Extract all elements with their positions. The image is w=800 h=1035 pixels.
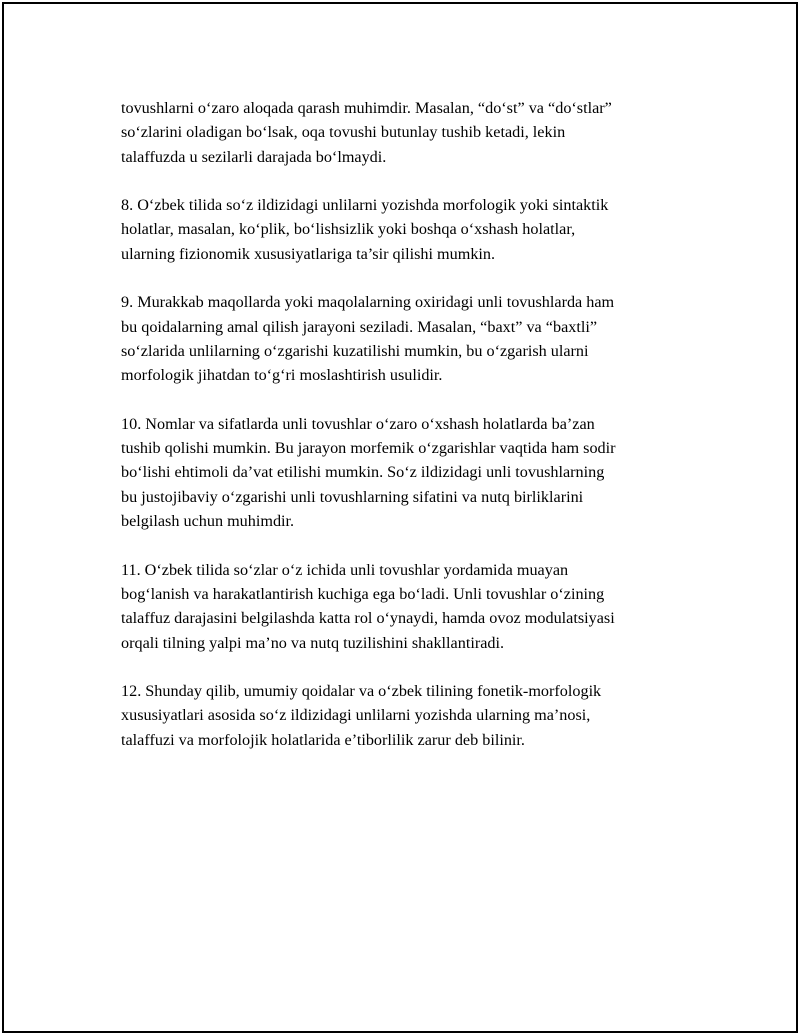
text-line: 11. O‘zbek tilida so‘zlar o‘z ichida unli tovushlar yordamida muayan [121, 560, 569, 579]
text-line: 12. Shunday qilib, umumiy qoidalar va o‘zbek tilining fonetik-morfologik [121, 682, 602, 701]
text-line: ularning fizionomik xususiyatlariga ta’sir qilishi mumkin. [121, 244, 496, 263]
text-line: talaffuzi va morfolojik holatlarida e’tiborlilik zarur deb bilinir. [121, 730, 525, 749]
text-line: holatlar, masalan, ko‘plik, bo‘lishsizlik yoki boshqa o‘xshash holatlar, [121, 220, 576, 239]
text-line: so‘zlarini oladigan bo‘lsak, oqa tovushi butunlay tushib ketadi, lekin [121, 123, 566, 142]
text-line: 9. Murakkab maqollarda yoki maqolalarning oxiridagi unli tovushlarda ham [121, 293, 615, 312]
paragraph-9 [121, 290, 701, 387]
text-line: morfologik jihatdan to‘g‘ri moslashtirish usulidir. [121, 366, 443, 385]
paragraph-12 [121, 679, 701, 752]
text-line: bog‘lanish va harakatlantirish kuchiga ega bo‘ladi. Unli tovushlar o‘zining [121, 584, 605, 603]
text-line: belgilash uchun muhimdir. [121, 512, 295, 531]
paragraph-11 [121, 558, 701, 655]
text-line: 8. O‘zbek tilida so‘z ildizidagi unlilarni yozishda morfologik yoki sintaktik [121, 196, 609, 215]
text-line: tushib qolishi mumkin. Bu jarayon morfemik o‘zgarishlar vaqtida ham sodir [121, 439, 616, 458]
document-body [121, 96, 701, 776]
text-line: tovushlarni o‘zaro aloqada qarash muhimdir. Masalan, “do‘st” va “do‘stlar” [121, 99, 612, 117]
text-line: orqali tilning yalpi ma’no va nutq tuzilishini shakllantiradi. [121, 633, 505, 652]
text-line: bu justojibaviy o‘zgarishi unli tovushlarning sifatini va nutq birliklarini [121, 487, 584, 506]
paragraph-continuation [121, 96, 701, 169]
page-border [2, 2, 798, 1033]
text-line: xususiyatlari asosida so‘z ildizidagi unlilarni yozishda ularning ma’nosi, [121, 706, 591, 725]
paragraph-8 [121, 193, 701, 266]
text-line: bo‘lishi ehtimoli da’vat etilishi mumkin. So‘z ildizidagi unli tovushlarning [121, 463, 605, 482]
text-line: talaffuzda u sezilarli darajada bo‘lmaydi. [121, 147, 387, 166]
text-line: bu qoidalarning amal qilish jarayoni seziladi. Masalan, “baxt” va “baxtli” [121, 317, 598, 336]
text-line: talaffuz darajasini belgilashda katta rol o‘ynaydi, hamda ovoz modulatsiyasi [121, 609, 615, 628]
text-line: so‘zlarida unlilarning o‘zgarishi kuzatilishi mumkin, bu o‘zgarish ularni [121, 341, 589, 360]
paragraph-10 [121, 412, 701, 533]
text-line: 10. Nomlar va sifatlarda unli tovushlar o‘zaro o‘xshash holatlarda ba’zan [121, 414, 595, 433]
